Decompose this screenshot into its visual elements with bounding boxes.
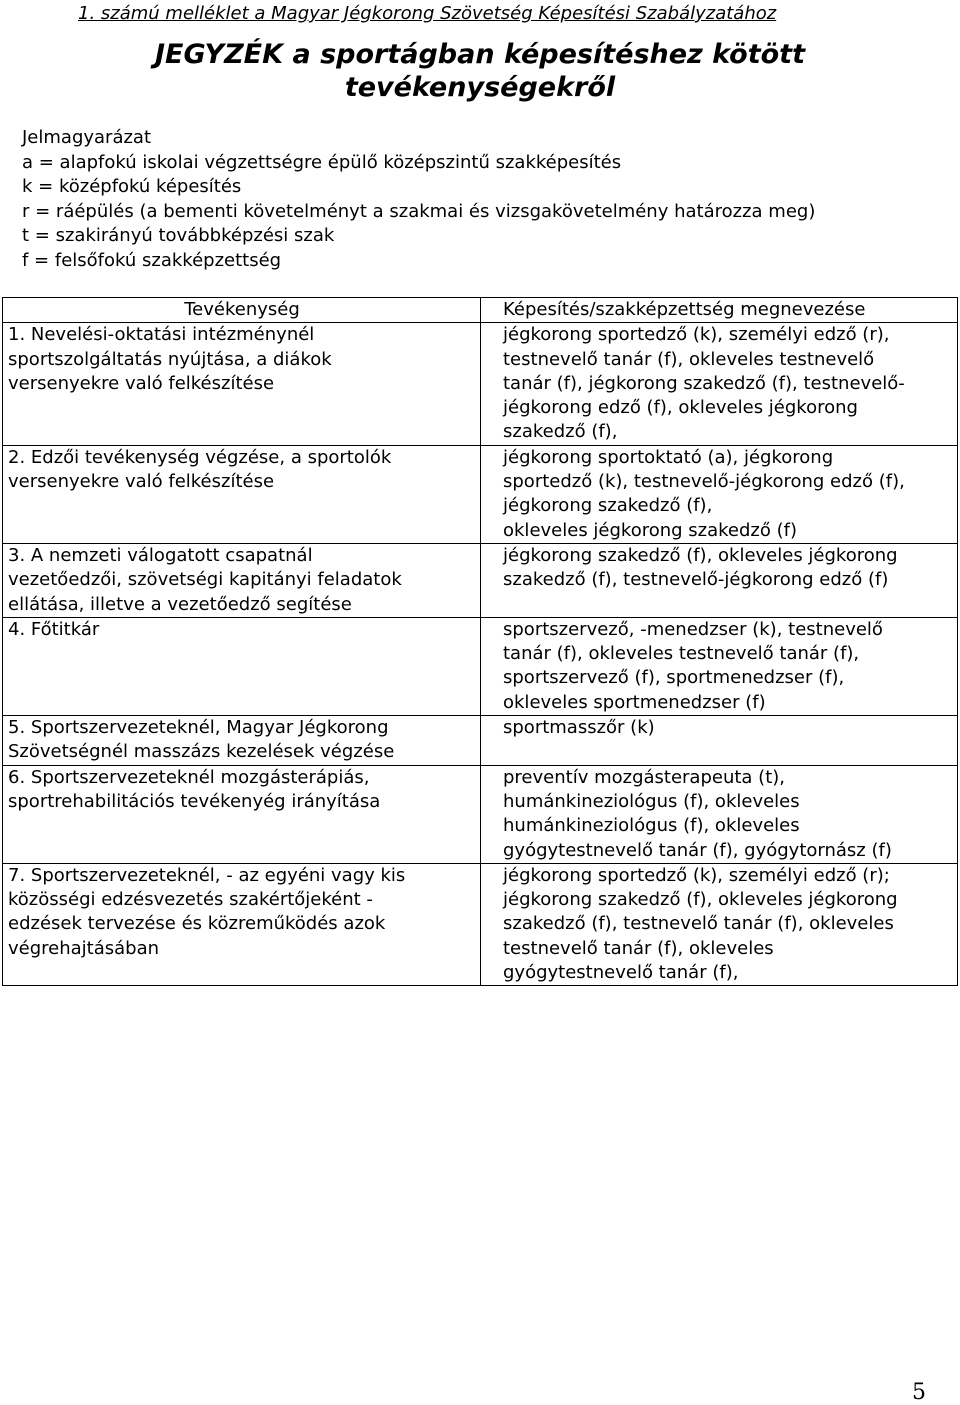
legend-item: f = felsőfokú szakképzettség — [22, 249, 282, 271]
header-qualification: Képesítés/szakképzettség megnevezése — [481, 298, 958, 323]
activity-cell — [3, 323, 481, 445]
header-activity: Tevékenység — [3, 298, 481, 323]
qualification-line: szakedző (f), — [503, 421, 618, 443]
activity-cell — [3, 765, 481, 863]
qualification-line: humánkineziológus (f), okleveles — [503, 790, 800, 812]
activity-cell — [3, 716, 481, 766]
activity-line: Szövetségnél masszázs kezelések végzése — [8, 741, 395, 763]
qualification-line: tanár (f), jégkorong szakedző (f), testnevelő- — [503, 372, 905, 394]
qualification-line: jégkorong sportoktató (a), jégkorong — [503, 446, 834, 468]
table-row — [3, 323, 958, 445]
legend-item: t = szakirányú továbbképzési szak — [22, 225, 335, 246]
activity-line: sportrehabilitációs tevékenyég irányítása — [8, 790, 381, 812]
qualification-table — [2, 297, 958, 986]
qualification-cell — [481, 445, 958, 543]
qualification-line: sportszervező (f), sportmenedzser (f), — [503, 667, 845, 689]
activity-cell — [3, 543, 481, 617]
document-header: 1. számú melléklet a Magyar Jégkorong Szövetség Képesítési Szabályzatához — [78, 3, 777, 24]
qualification-line: humánkineziológus (f), okleveles — [503, 815, 800, 837]
qualification-line: jégkorong sportedző (k), személyi edző (r), — [503, 324, 890, 346]
legend-item: k = középfokú képesítés — [22, 176, 242, 197]
activity-line: 5. Sportszervezeteknél, Magyar Jégkorong — [8, 717, 389, 739]
qualification-line: szakedző (f), testnevelő-jégkorong edző (f) — [503, 569, 889, 591]
activity-cell — [3, 863, 481, 985]
activity-line: közösségi edzésvezetés szakértőjeként - — [8, 889, 373, 911]
qualification-cell — [481, 323, 958, 445]
page-number: 5 — [912, 1380, 926, 1405]
activity-line: 7. Sportszervezeteknél, - az egyéni vagy kis — [8, 864, 406, 886]
activity-line: 6. Sportszervezeteknél mozgásterápiás, — [8, 766, 370, 788]
table-row — [3, 445, 958, 543]
qualification-line: sportmasszőr (k) — [503, 717, 655, 739]
table-row — [3, 543, 958, 617]
activity-line: 3. A nemzeti válogatott csapatnál — [8, 544, 313, 566]
table-row — [3, 863, 958, 985]
qualification-cell — [481, 765, 958, 863]
qualification-line: jégkorong szakedző (f), okleveles jégkorong — [503, 544, 898, 566]
table-row — [3, 617, 958, 715]
qualification-line: gyógytestnevelő tanár (f), — [503, 962, 739, 984]
activity-line: vezetőedzői, szövetségi kapitányi feladatok — [8, 569, 402, 591]
qualification-line: jégkorong sportedző (k), személyi edző (r); — [503, 864, 890, 886]
legend — [22, 126, 815, 273]
qualification-line: jégkorong szakedző (f), — [503, 495, 713, 517]
title-line-1: JEGYZÉK a sportágban képesítéshez kötött — [155, 39, 805, 70]
document-title — [0, 38, 960, 104]
qualification-line: jégkorong edző (f), okleveles jégkorong — [503, 397, 858, 419]
activity-line: ellátása, illetve a vezetőedző segítése — [8, 593, 352, 615]
qualification-cell — [481, 617, 958, 715]
qualification-line: sportszervező, -menedzser (k), testnevelő — [503, 618, 883, 640]
qualification-line: preventív mozgásterapeuta (t), — [503, 766, 786, 788]
table-header-row — [3, 298, 958, 323]
legend-item: a = alapfokú iskolai végzettségre épülő középszintű szakképesítés — [22, 151, 622, 173]
qualification-line: testnevelő tanár (f), okleveles — [503, 937, 774, 959]
qualification-line: szakedző (f), testnevelő tanár (f), okleveles — [503, 913, 894, 935]
qualification-line: gyógytestnevelő tanár (f), gyógytornász (f) — [503, 839, 892, 861]
activity-line: versenyekre való felkészítése — [8, 471, 275, 493]
qualification-line: tanár (f), okleveles testnevelő tanár (f), — [503, 643, 860, 665]
qualification-cell — [481, 716, 958, 766]
qualification-line: testnevelő tanár (f), okleveles testnevelő — [503, 348, 875, 370]
qualification-line: okleveles sportmenedzser (f) — [503, 691, 766, 713]
activity-cell — [3, 445, 481, 543]
table-row — [3, 765, 958, 863]
qualification-cell — [481, 543, 958, 617]
qualification-cell — [481, 863, 958, 985]
activity-cell — [3, 617, 481, 715]
legend-item: r = ráépülés (a bementi követelményt a szakmai és vizsgakövetelmény határozza meg) — [22, 200, 816, 222]
activity-line: 1. Nevelési-oktatási intézménynél — [8, 324, 315, 346]
legend-heading: Jelmagyarázat — [22, 127, 152, 148]
activity-line: sportszolgáltatás nyújtása, a diákok — [8, 348, 332, 370]
activity-line: 2. Edzői tevékenység végzése, a sportolók — [8, 446, 392, 468]
qualification-line: sportedző (k), testnevelő-jégkorong edző (f), — [503, 471, 905, 493]
title-line-2: tevékenységekről — [344, 72, 616, 103]
activity-line: 4. Főtitkár — [8, 618, 100, 640]
activity-line: végrehajtásában — [8, 937, 160, 959]
qualification-line: jégkorong szakedző (f), okleveles jégkorong — [503, 889, 898, 911]
qualification-line: okleveles jégkorong szakedző (f) — [503, 519, 797, 541]
activity-line: versenyekre való felkészítése — [8, 372, 275, 394]
table-row — [3, 716, 958, 766]
activity-line: edzések tervezése és közreműködés azok — [8, 913, 386, 935]
